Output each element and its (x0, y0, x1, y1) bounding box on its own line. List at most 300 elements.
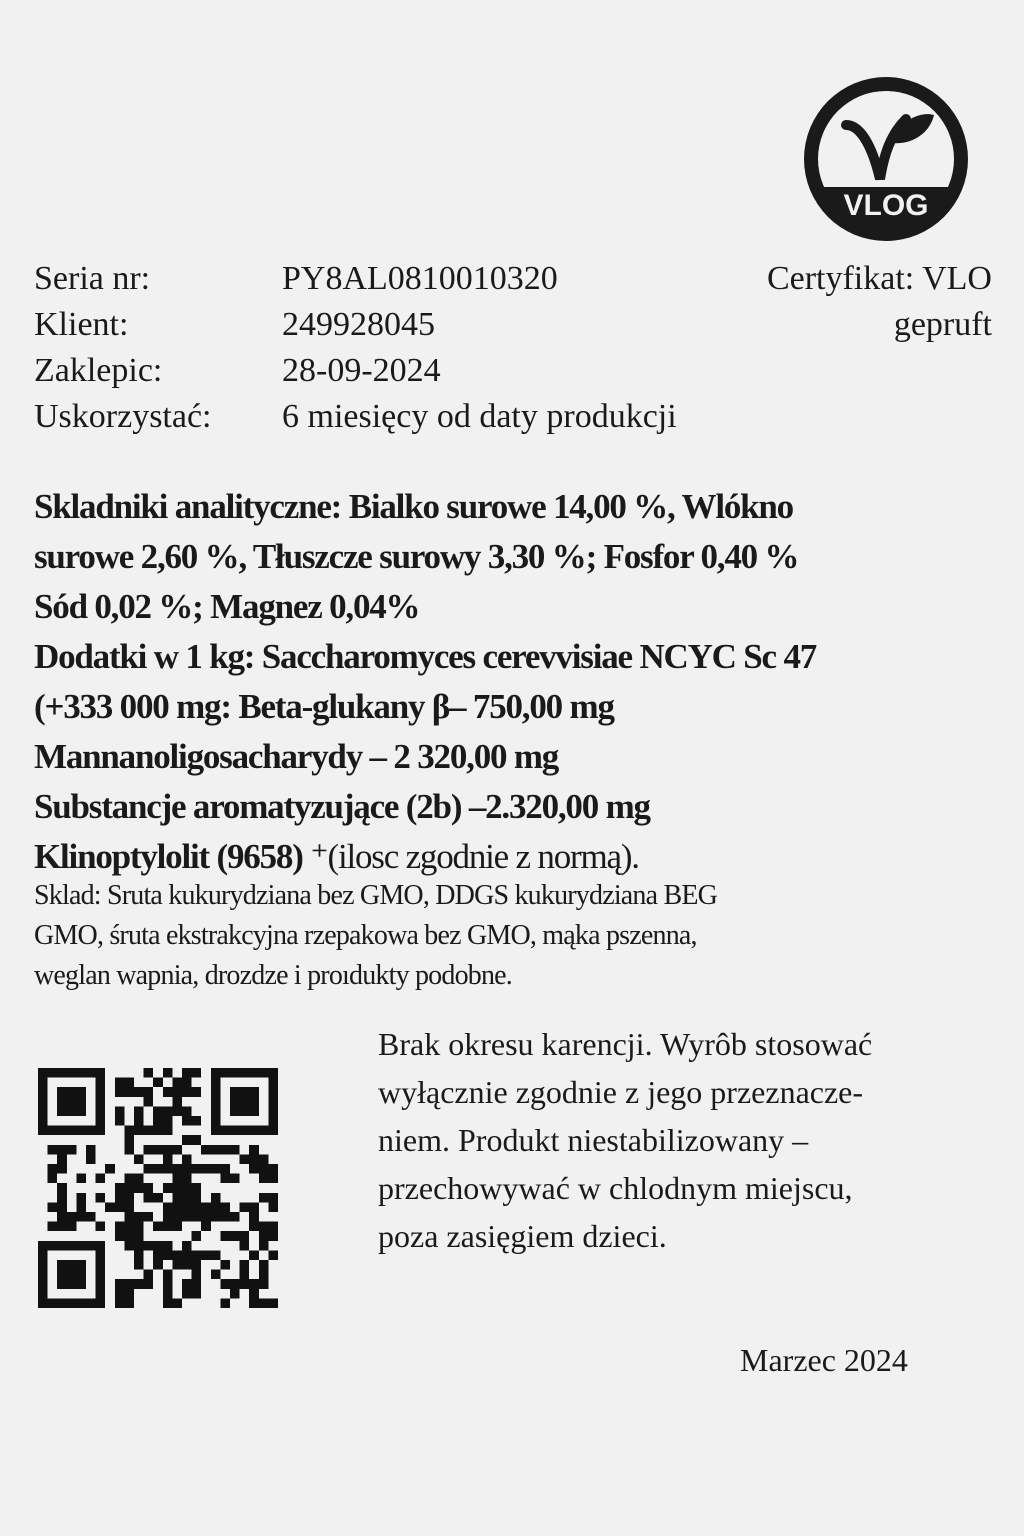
qr-module (57, 1241, 67, 1251)
analysis-line: (+333 000 mg: Beta-glukany β– 750,00 mg (34, 687, 614, 726)
qr-module (124, 1222, 134, 1232)
qr-module (144, 1183, 154, 1193)
qr-module (172, 1078, 182, 1088)
qr-module (230, 1212, 240, 1222)
qr-module (134, 1183, 144, 1193)
qr-module (172, 1212, 182, 1222)
qr-module (182, 1279, 192, 1289)
qr-module (96, 1260, 106, 1270)
info-label: Seria nr: (34, 260, 151, 297)
qr-module (211, 1087, 221, 1097)
qr-module (182, 1068, 192, 1078)
qr-module (220, 1202, 230, 1212)
qr-module (96, 1097, 106, 1107)
qr-module (57, 1183, 67, 1193)
qr-module (144, 1193, 154, 1203)
qr-module (163, 1270, 173, 1280)
qr-module (163, 1068, 173, 1078)
qr-module (201, 1222, 211, 1232)
qr-module (38, 1126, 48, 1136)
qr-module (163, 1126, 173, 1136)
info-label: Zaklepic: (34, 352, 163, 389)
qr-module (124, 1145, 134, 1155)
qr-module (192, 1193, 202, 1203)
qr-module (134, 1231, 144, 1241)
qr-module (153, 1106, 163, 1116)
qr-module (163, 1289, 173, 1299)
qr-module (96, 1250, 106, 1260)
qr-module (192, 1164, 202, 1174)
qr-module (76, 1202, 86, 1212)
qr-module (249, 1212, 259, 1222)
qr-module (249, 1097, 259, 1107)
info-label: Klient: (34, 306, 129, 343)
qr-module (230, 1097, 240, 1107)
qr-module (172, 1183, 182, 1193)
qr-module (115, 1087, 125, 1097)
qr-module (182, 1174, 192, 1184)
qr-module (192, 1135, 202, 1145)
qr-module (57, 1279, 67, 1289)
qr-module (172, 1145, 182, 1155)
qr-module (124, 1202, 134, 1212)
qr-module (230, 1279, 240, 1289)
qr-module (249, 1164, 259, 1174)
qr-module (76, 1193, 86, 1203)
qr-module (124, 1078, 134, 1088)
qr-module (182, 1116, 192, 1126)
qr-module (134, 1174, 144, 1184)
qr-module (67, 1087, 77, 1097)
qr-module (220, 1231, 230, 1241)
qr-module (259, 1193, 269, 1203)
qr-module (38, 1116, 48, 1126)
qr-module (182, 1078, 192, 1088)
qr-module (163, 1250, 173, 1260)
qr-module (38, 1087, 48, 1097)
qr-module (96, 1279, 106, 1289)
qr-module (86, 1154, 96, 1164)
qr-module (268, 1078, 278, 1088)
qr-module (134, 1250, 144, 1260)
analysis-line: Mannanoligosacharydy – 2 320,00 mg (34, 737, 559, 776)
qr-module (57, 1270, 67, 1280)
qr-module (268, 1193, 278, 1203)
qr-module (57, 1145, 67, 1155)
qr-module (268, 1231, 278, 1241)
qr-module (96, 1270, 106, 1280)
info-value: PY8AL0810010320 (282, 260, 558, 297)
qr-module (38, 1279, 48, 1289)
qr-module (211, 1193, 221, 1203)
qr-module (249, 1202, 259, 1212)
qr-module (76, 1212, 86, 1222)
qr-module (211, 1116, 221, 1126)
qr-module (153, 1193, 163, 1203)
qr-module (57, 1097, 67, 1107)
qr-module (192, 1250, 202, 1260)
qr-module (134, 1222, 144, 1232)
notice-line: Brak okresu karencji. Wyrôb stosować (378, 1026, 873, 1062)
qr-module (67, 1298, 77, 1308)
qr-module (259, 1279, 269, 1289)
qr-module (76, 1270, 86, 1280)
qr-module (153, 1126, 163, 1136)
qr-module (115, 1231, 125, 1241)
qr-module (192, 1087, 202, 1097)
qr-module (220, 1164, 230, 1174)
qr-module (96, 1298, 106, 1308)
qr-module (240, 1279, 250, 1289)
qr-module (268, 1250, 278, 1260)
qr-module (115, 1279, 125, 1289)
qr-module (182, 1154, 192, 1164)
qr-module (240, 1087, 250, 1097)
qr-module (268, 1164, 278, 1174)
qr-module (172, 1222, 182, 1232)
qr-module (201, 1164, 211, 1174)
qr-module (249, 1250, 259, 1260)
qr-module (249, 1145, 259, 1155)
qr-module (163, 1241, 173, 1251)
qr-module (144, 1097, 154, 1107)
qr-module (57, 1260, 67, 1270)
qr-module (124, 1193, 134, 1203)
qr-module (268, 1222, 278, 1232)
qr-module (211, 1097, 221, 1107)
qr-module (182, 1135, 192, 1145)
qr-module (96, 1193, 106, 1203)
qr-module (134, 1087, 144, 1097)
qr-module (96, 1289, 106, 1299)
qr-module (172, 1097, 182, 1107)
qr-code (38, 1068, 278, 1308)
qr-module (57, 1154, 67, 1164)
qr-module (163, 1202, 173, 1212)
qr-module (57, 1193, 67, 1203)
qr-module (57, 1126, 67, 1136)
qr-module (57, 1106, 67, 1116)
qr-module (230, 1126, 240, 1136)
analysis-line (34, 832, 816, 882)
qr-module (67, 1126, 77, 1136)
analysis-line: Dodatki w 1 kg: Saccharomyces cerevvisiae NCYC Sc 47 (34, 637, 817, 676)
qr-module (163, 1154, 173, 1164)
qr-module (163, 1279, 173, 1289)
qr-module (96, 1078, 106, 1088)
qr-module (57, 1298, 67, 1308)
qr-module (38, 1078, 48, 1088)
qr-module (144, 1279, 154, 1289)
qr-module (230, 1106, 240, 1116)
qr-module (163, 1222, 173, 1232)
production-date: Marzec 2024 (740, 1342, 908, 1378)
info-value: 28-09-2024 (282, 352, 441, 389)
qr-module (211, 1145, 221, 1155)
qr-module (182, 1193, 192, 1203)
qr-module (38, 1260, 48, 1270)
qr-module (249, 1154, 259, 1164)
qr-module (182, 1164, 192, 1174)
qr-module (182, 1212, 192, 1222)
info-label: Uskorzystać: (34, 398, 212, 435)
qr-module (134, 1126, 144, 1136)
qr-module (249, 1106, 259, 1116)
qr-module (240, 1231, 250, 1241)
qr-module (153, 1250, 163, 1260)
qr-module (76, 1097, 86, 1107)
qr-module (249, 1068, 259, 1078)
qr-module (86, 1298, 96, 1308)
qr-module (249, 1289, 259, 1299)
composition (34, 876, 717, 996)
qr-module (115, 1078, 125, 1088)
qr-module (230, 1068, 240, 1078)
qr-module (172, 1202, 182, 1212)
qr-module (57, 1202, 67, 1212)
qr-module (211, 1106, 221, 1116)
qr-module (96, 1116, 106, 1126)
analysis-line: surowe 2,60 %, Tłuszcze surowy 3,30 %; Fosfor 0,40 % (34, 537, 799, 576)
qr-module (259, 1068, 269, 1078)
qr-module (115, 1106, 125, 1116)
qr-module (124, 1174, 134, 1184)
qr-module (76, 1298, 86, 1308)
qr-module (268, 1087, 278, 1097)
qr-module (172, 1298, 182, 1308)
qr-module (86, 1212, 96, 1222)
qr-module (134, 1279, 144, 1289)
qr-module (96, 1068, 106, 1078)
qr-module (144, 1164, 154, 1174)
info-row-client (34, 302, 677, 348)
qr-module (48, 1145, 58, 1155)
qr-module (153, 1260, 163, 1270)
qr-module (240, 1126, 250, 1136)
qr-module (67, 1097, 77, 1107)
qr-module (259, 1154, 269, 1164)
qr-module (211, 1212, 221, 1222)
qr-module (134, 1212, 144, 1222)
qr-module (96, 1222, 106, 1232)
qr-module (230, 1145, 240, 1155)
qr-module (134, 1241, 144, 1251)
qr-module (48, 1068, 58, 1078)
qr-module (259, 1231, 269, 1241)
qr-module (259, 1164, 269, 1174)
qr-module (134, 1106, 144, 1116)
qr-module (211, 1164, 221, 1174)
qr-module (192, 1202, 202, 1212)
qr-module (76, 1106, 86, 1116)
qr-module (67, 1212, 77, 1222)
qr-module (48, 1298, 58, 1308)
qr-module (96, 1241, 106, 1251)
qr-module (76, 1174, 86, 1184)
qr-module (192, 1260, 202, 1270)
qr-module (115, 1183, 125, 1193)
qr-module (38, 1241, 48, 1251)
notice-line: wyłącznie zgodnie z jego przeznacze- (378, 1074, 864, 1110)
qr-module (211, 1250, 221, 1260)
qr-module (172, 1087, 182, 1097)
qr-module (144, 1241, 154, 1251)
qr-module (134, 1116, 144, 1126)
qr-module (86, 1126, 96, 1136)
qr-module (48, 1174, 58, 1184)
qr-module (201, 1145, 211, 1155)
qr-module (76, 1260, 86, 1270)
qr-module (259, 1270, 269, 1280)
qr-module (163, 1145, 173, 1155)
qr-module (192, 1231, 202, 1241)
analysis-normal: ⁺(ilosc zgodnie z normą). (310, 837, 639, 876)
qr-module (211, 1068, 221, 1078)
qr-module (220, 1260, 230, 1270)
qr-module (201, 1250, 211, 1260)
qr-module (182, 1087, 192, 1097)
qr-module (38, 1289, 48, 1299)
analysis-bold: Klinoptylolit (9658) (34, 837, 303, 876)
qr-module (96, 1174, 106, 1184)
qr-module (76, 1068, 86, 1078)
certificate-line: Certyfikat: VLO (766, 260, 992, 297)
qr-module (76, 1087, 86, 1097)
qr-module (153, 1222, 163, 1232)
qr-module (124, 1126, 134, 1136)
qr-module (124, 1212, 134, 1222)
qr-module (172, 1174, 182, 1184)
qr-module (220, 1174, 230, 1184)
qr-module (259, 1174, 269, 1184)
info-row-series (34, 256, 677, 302)
qr-module (268, 1116, 278, 1126)
qr-module (124, 1298, 134, 1308)
qr-module (67, 1270, 77, 1280)
qr-module (201, 1202, 211, 1212)
certificate (767, 256, 992, 348)
qr-module (249, 1126, 259, 1136)
info-value: 249928045 (282, 306, 435, 343)
notice-line: niem. Produkt niestabilizowany – (378, 1122, 809, 1158)
qr-module (182, 1260, 192, 1270)
qr-module (67, 1222, 77, 1232)
qr-module (259, 1298, 269, 1308)
analytical-components (34, 482, 816, 882)
qr-module (240, 1241, 250, 1251)
qr-module (259, 1126, 269, 1136)
qr-module (57, 1164, 67, 1174)
qr-module (124, 1231, 134, 1241)
qr-module (105, 1202, 115, 1212)
certificate-line: gepruft (893, 306, 992, 343)
qr-module (153, 1164, 163, 1174)
qr-module (124, 1279, 134, 1289)
qr-module (240, 1260, 250, 1270)
qr-module (240, 1097, 250, 1107)
qr-module (96, 1087, 106, 1097)
qr-module (86, 1145, 96, 1155)
qr-module (192, 1183, 202, 1193)
qr-module (76, 1241, 86, 1251)
qr-module (172, 1250, 182, 1260)
qr-module (172, 1260, 182, 1270)
qr-module (67, 1145, 77, 1155)
composition-line: GMO, śruta ekstrakcyjna rzepakowa bez GMO, mąka pszenna, (34, 920, 697, 951)
qr-module (153, 1116, 163, 1126)
qr-module (144, 1087, 154, 1097)
qr-module (240, 1106, 250, 1116)
info-value: 6 miesięcy od daty produkcji (282, 398, 677, 435)
qr-module (124, 1135, 134, 1145)
qr-module (259, 1241, 269, 1251)
qr-module (268, 1126, 278, 1136)
qr-module (134, 1260, 144, 1270)
composition-line: weglan wapnia, drozdze i proıdukty podobne. (34, 960, 513, 991)
qr-module (182, 1202, 192, 1212)
qr-module (144, 1270, 154, 1280)
qr-module (192, 1212, 202, 1222)
qr-module (67, 1106, 77, 1116)
qr-module (115, 1298, 125, 1308)
qr-module (249, 1087, 259, 1097)
vlog-logo (802, 75, 970, 243)
qr-module (38, 1270, 48, 1280)
composition-line: Sklad: Sruta kukurydziana bez GMO, DDGS kukurydziana BEG (34, 880, 718, 911)
qr-module (163, 1116, 173, 1126)
qr-module (96, 1126, 106, 1136)
qr-module (211, 1126, 221, 1136)
qr-module (48, 1126, 58, 1136)
qr-module (86, 1241, 96, 1251)
qr-module (182, 1289, 192, 1299)
qr-module (230, 1231, 240, 1241)
qr-module (115, 1193, 125, 1203)
qr-module (38, 1298, 48, 1308)
qr-module (163, 1106, 173, 1116)
qr-module (211, 1078, 221, 1088)
qr-module (268, 1097, 278, 1107)
qr-module (38, 1097, 48, 1107)
qr-module (230, 1087, 240, 1097)
qr-module (240, 1154, 250, 1164)
qr-module (76, 1126, 86, 1136)
qr-module (153, 1241, 163, 1251)
qr-module (220, 1212, 230, 1222)
qr-module (259, 1260, 269, 1270)
qr-module (192, 1116, 202, 1126)
info-row-usage (34, 394, 677, 440)
qr-module (240, 1270, 250, 1280)
qr-module (259, 1222, 269, 1232)
qr-module (268, 1202, 278, 1212)
qr-module (211, 1202, 221, 1212)
qr-module (268, 1298, 278, 1308)
qr-module (124, 1289, 134, 1299)
qr-module (124, 1241, 134, 1251)
qr-module (57, 1087, 67, 1097)
qr-module (240, 1202, 250, 1212)
qr-module (105, 1164, 115, 1174)
qr-module (96, 1106, 106, 1116)
qr-module (192, 1279, 202, 1289)
storage-notice (378, 1020, 872, 1260)
qr-module (48, 1164, 58, 1174)
qr-module (124, 1087, 134, 1097)
notice-line: przechowywać w chlodnym miejscu, (378, 1170, 853, 1206)
qr-module (38, 1250, 48, 1260)
analysis-line: Sód 0,02 %; Magnez 0,04% (34, 587, 420, 626)
